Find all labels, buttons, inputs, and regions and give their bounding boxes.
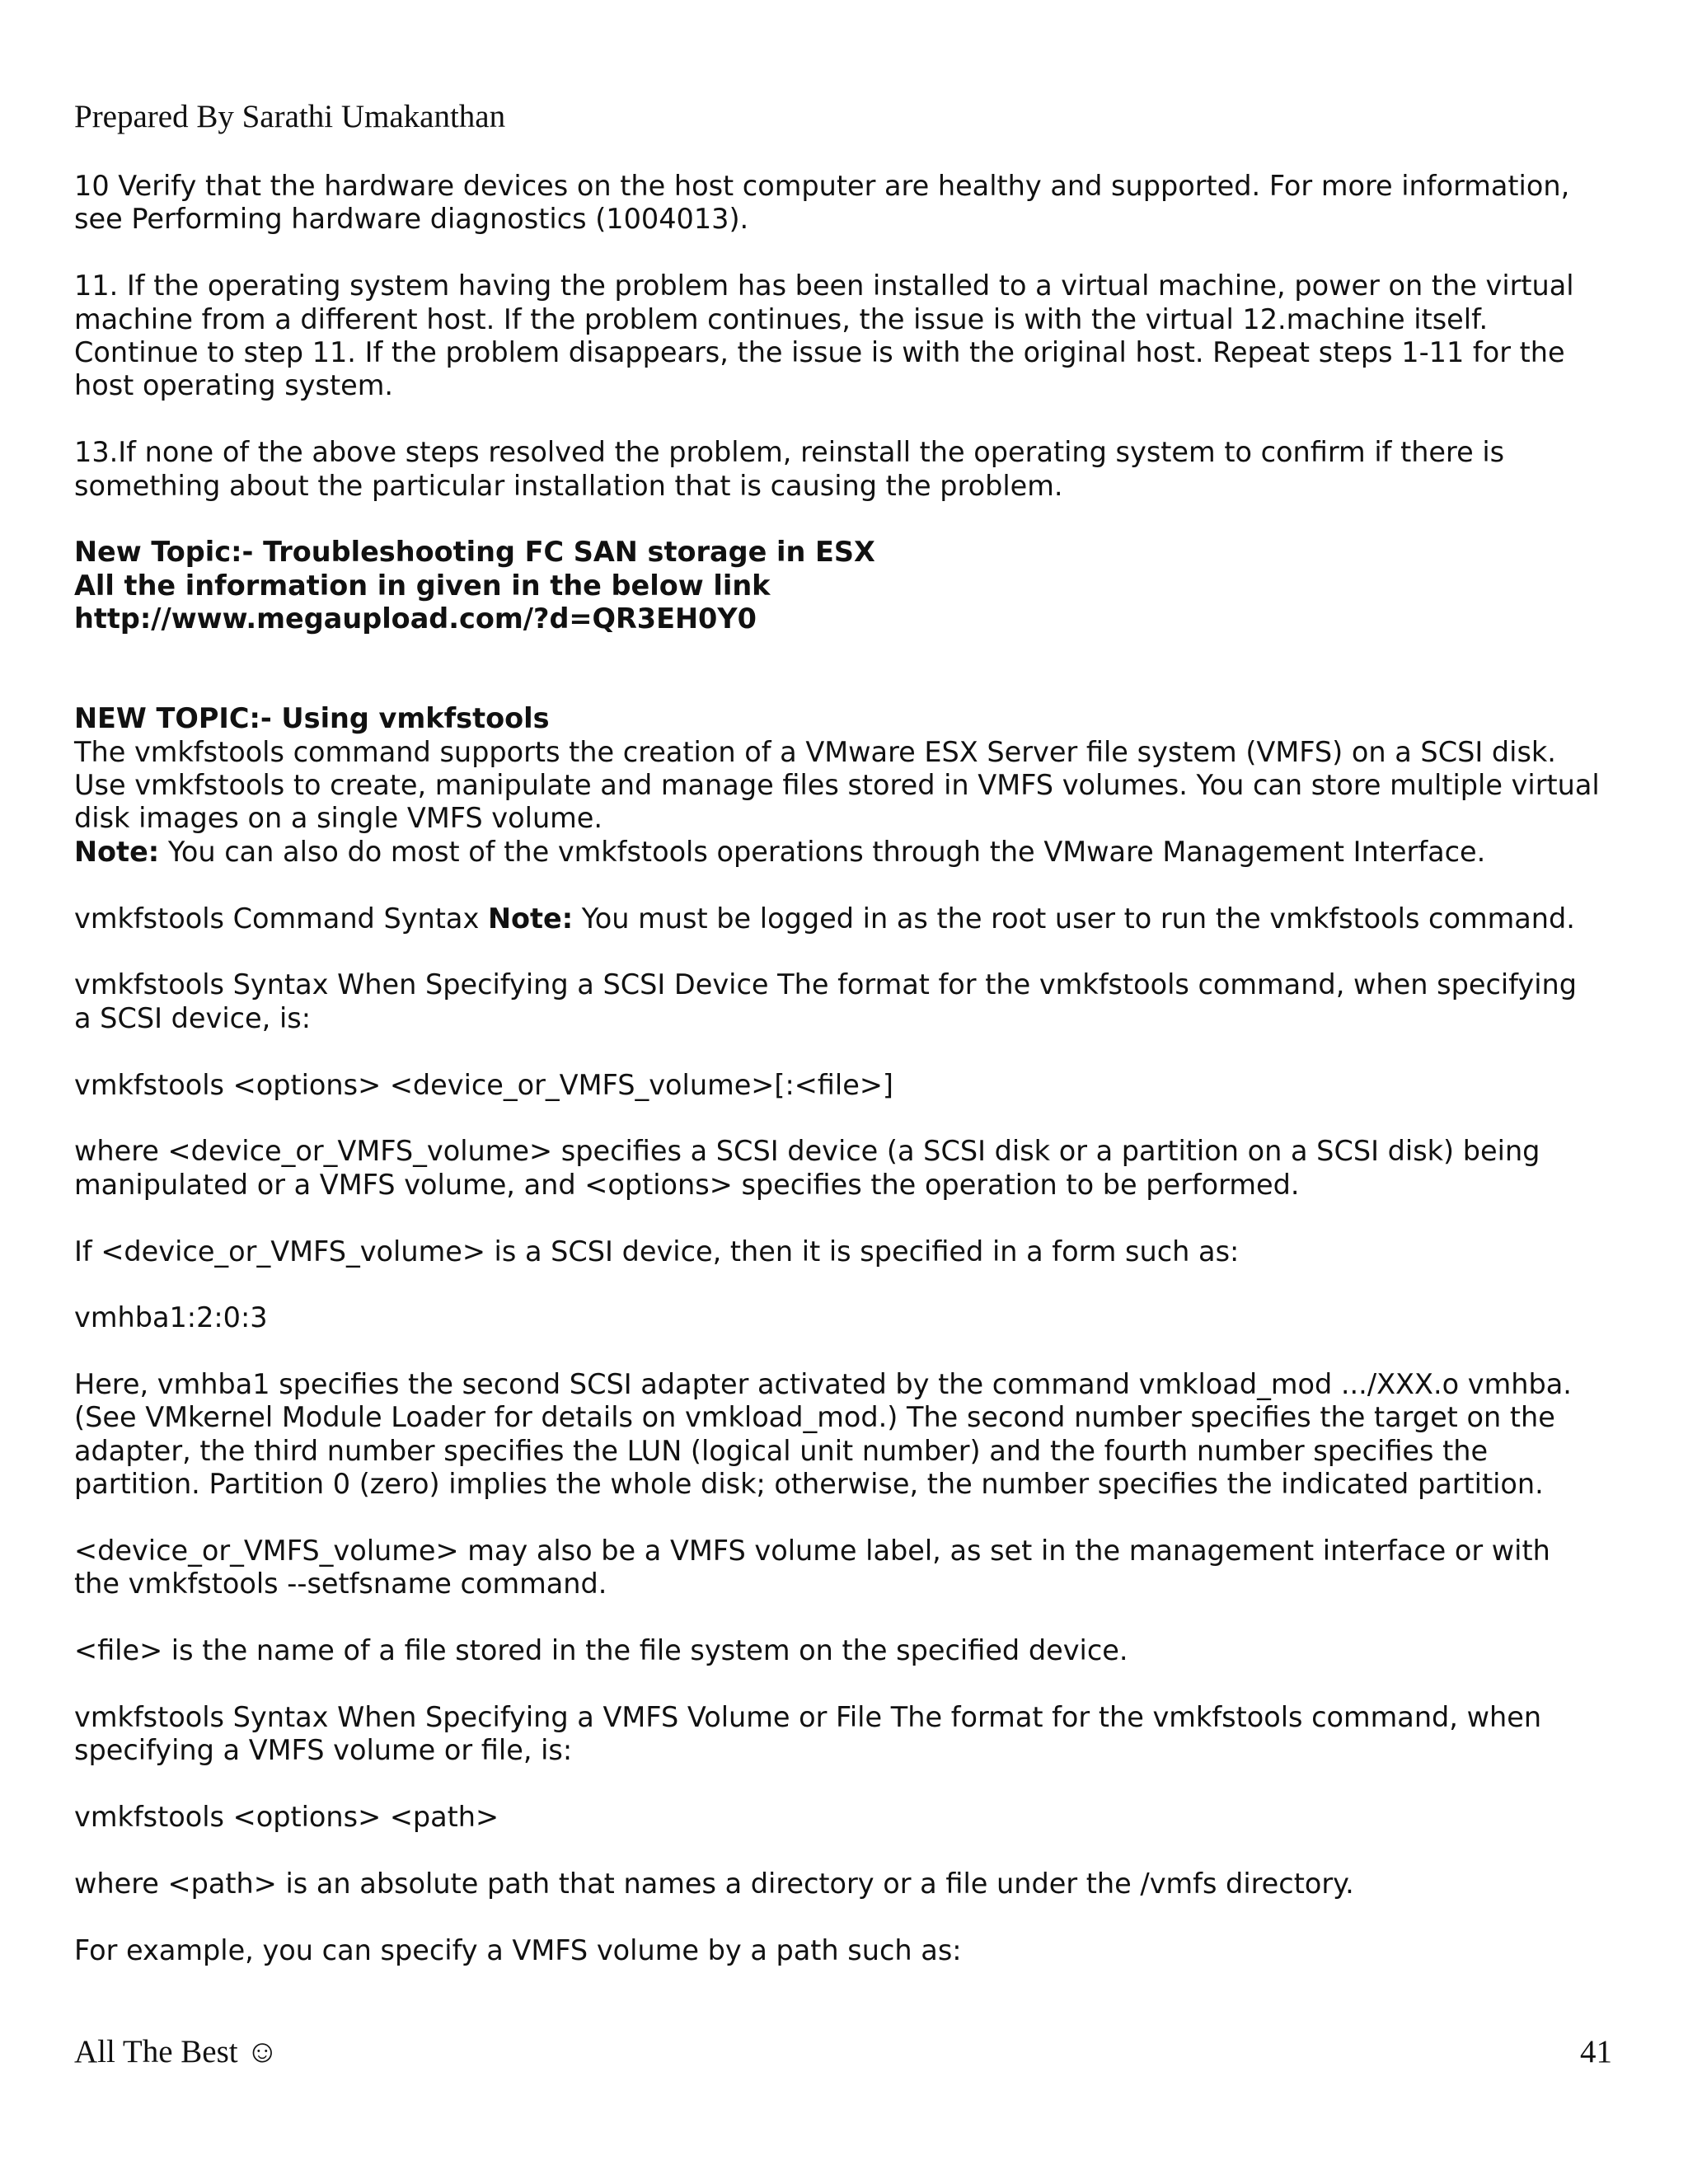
paragraph-step-11 bbox=[74, 269, 1624, 403]
paragraph-step-10 bbox=[74, 170, 1624, 237]
text-line: machine from a different host. If the problem continues, the issue is with the virtual 12.machine itself. bbox=[74, 302, 1489, 335]
paragraph-volume-label bbox=[74, 1535, 1624, 1601]
topic-heading: NEW TOPIC:- Using vmkfstools bbox=[74, 702, 550, 735]
topic-vmkfstools bbox=[74, 702, 1624, 869]
text-line: disk images on a single VMFS volume. bbox=[74, 802, 603, 835]
text-line: manipulated or a VMFS volume, and <options> specifies the operation to be performed. bbox=[74, 1168, 1300, 1201]
note-text: You must be logged in as the root user to run the vmkfstools command. bbox=[573, 902, 1575, 935]
note-label: Note: bbox=[487, 902, 574, 935]
text-line: <device_or_VMFS_volume> may also be a VMFS volume label, as set in the management interface or with bbox=[74, 1535, 1550, 1568]
text-line: something about the particular installation that is causing the problem. bbox=[74, 469, 1063, 502]
text-line: vmkfstools Syntax When Specifying a VMFS Volume or File The format for the vmkfstools command, when bbox=[74, 1700, 1542, 1733]
text-line: (See VMkernel Module Loader for details on vmkload_mod.) The second number specifies the target on the bbox=[74, 1401, 1555, 1434]
text-line: <file> is the name of a file stored in the file system on the specified device. bbox=[74, 1634, 1128, 1667]
command-example: vmhba1:2:0:3 bbox=[74, 1301, 268, 1334]
text-line: All the information in given in the below link bbox=[74, 569, 771, 602]
link-url[interactable]: http://www.megaupload.com/?d=QR3EH0Y0 bbox=[74, 602, 757, 635]
paragraph-vmfs-syntax bbox=[74, 1701, 1624, 1768]
text-line: where <path> is an absolute path that names a directory or a file under the /vmfs directory. bbox=[74, 1867, 1354, 1900]
topic-heading: New Topic:- Troubleshooting FC SAN storage in ESX bbox=[74, 536, 875, 569]
text-line: Here, vmhba1 specifies the second SCSI adapter activated by the command vmkload_mod .../XXX.o vmhba. bbox=[74, 1368, 1572, 1401]
text-line: 13.If none of the above steps resolved the problem, reinstall the operating system to confirm if there is bbox=[74, 436, 1505, 469]
text-line: adapter, the third number specifies the LUN (logical unit number) and the fourth number specifies the bbox=[74, 1434, 1489, 1467]
text-line: host operating system. bbox=[74, 369, 393, 402]
text-line: a SCSI device, is: bbox=[74, 1001, 312, 1034]
note-label: Note: bbox=[74, 835, 160, 868]
text-line: For example, you can specify a VMFS volume by a path such as: bbox=[74, 1933, 962, 1966]
command-example: vmkfstools <options> <path> bbox=[74, 1801, 499, 1834]
syntax-note-line bbox=[74, 902, 1624, 935]
text-line: Use vmkfstools to create, manipulate and manage files stored in VMFS volumes. You can store multiple virtual bbox=[74, 769, 1600, 802]
text-line: 10 Verify that the hardware devices on the host computer are healthy and supported. For more information, bbox=[74, 170, 1570, 202]
text-line: partition. Partition 0 (zero) implies the whole disk; otherwise, the number specifies the indicated partition. bbox=[74, 1468, 1544, 1501]
paragraph-scsi-syntax bbox=[74, 968, 1624, 1035]
note-text: You can also do most of the vmkfstools operations through the VMware Management Interface. bbox=[159, 835, 1486, 868]
paragraph-vmhba-explained bbox=[74, 1368, 1624, 1502]
text-line: see Performing hardware diagnostics (1004013). bbox=[74, 203, 749, 236]
paragraph-step-13 bbox=[74, 436, 1624, 503]
text-line: If <device_or_VMFS_volume> is a SCSI device, then it is specified in a form such as: bbox=[74, 1235, 1240, 1268]
page-body bbox=[74, 170, 1624, 1967]
syntax-prefix: vmkfstools Command Syntax bbox=[74, 902, 488, 935]
text-line: specifying a VMFS volume or file, is: bbox=[74, 1734, 573, 1767]
page-footer-text: All The Best ☺ bbox=[74, 2034, 279, 2069]
text-line: where <device_or_VMFS_volume> specifies a SCSI device (a SCSI disk or a partition on a SCSI disk) being bbox=[74, 1135, 1540, 1168]
page-header: Prepared By Sarathi Umakanthan bbox=[74, 99, 506, 134]
text-line: 11. If the operating system having the problem has been installed to a virtual machine, power on the virtual bbox=[74, 269, 1574, 302]
text-line: Continue to step 11. If the problem disappears, the issue is with the original host. Repeat steps 1-11 for the bbox=[74, 335, 1565, 368]
paragraph-where-device bbox=[74, 1135, 1624, 1202]
command-example: vmkfstools <options> <device_or_VMFS_volume>[:<file>] bbox=[74, 1068, 893, 1101]
note-line bbox=[74, 836, 1624, 869]
text-line: The vmkfstools command supports the creation of a VMware ESX Server file system (VMFS) on a SCSI disk. bbox=[74, 735, 1556, 768]
topic-fc-san bbox=[74, 536, 1624, 635]
page-number: 41 bbox=[1580, 2034, 1612, 2069]
text-line: vmkfstools Syntax When Specifying a SCSI Device The format for the vmkfstools command, when specifying bbox=[74, 968, 1578, 1001]
text-line: the vmkfstools --setfsname command. bbox=[74, 1568, 607, 1601]
